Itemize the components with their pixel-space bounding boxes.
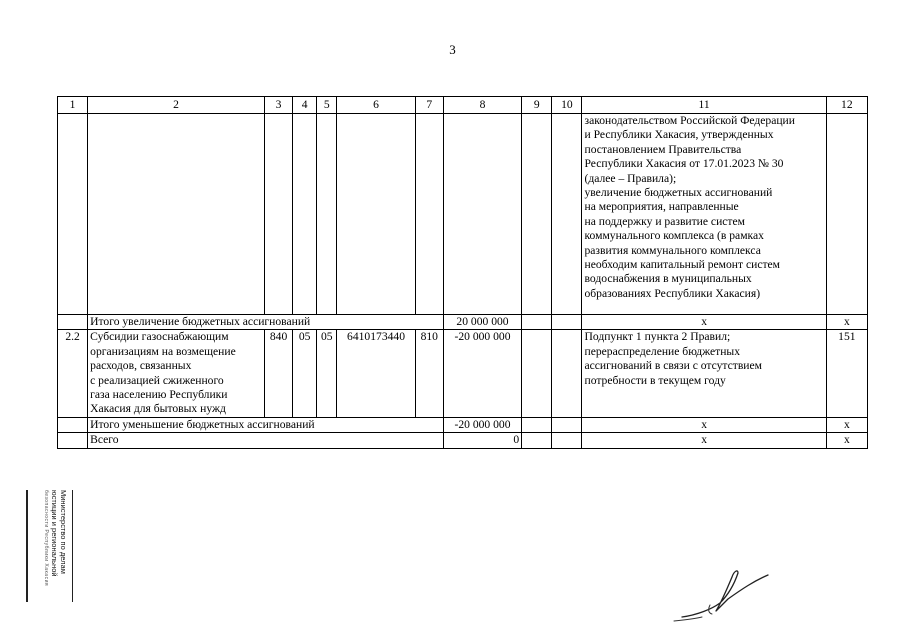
reason-code: 151 [826, 330, 867, 417]
subsection-code: 05 [317, 330, 337, 417]
table-row-continuation [58, 114, 868, 315]
section-code: 05 [293, 330, 317, 417]
expense-name-cell [88, 330, 265, 417]
header-cell: 6 [337, 97, 415, 114]
expense-type-code: 810 [415, 330, 443, 417]
total-increase-amount: 20 000 000 [443, 315, 521, 330]
grand-total-amount: 0 [443, 433, 521, 448]
header-cell: 12 [826, 97, 867, 114]
ministry-code: 840 [265, 330, 293, 417]
text-line: законодательством Российской Федерации [584, 114, 795, 127]
total-increase-col11: х [582, 315, 826, 330]
table-row-grand-total [58, 433, 868, 448]
header-cell: 10 [552, 97, 582, 114]
header-cell: 11 [582, 97, 826, 114]
justification-cell [582, 330, 826, 417]
text-line: расходов, связанных [90, 359, 192, 373]
total-decrease-amount: -20 000 000 [443, 417, 521, 432]
text-line: на мероприятия, направленные [584, 200, 739, 214]
text-line: организациям на возмещение [90, 344, 236, 358]
text-line: ассигнований в связи с отсутствием [584, 359, 762, 373]
budget-table [57, 96, 868, 449]
text-line: и Республики Хакасия, утвержденных [584, 128, 774, 142]
header-cell: 9 [522, 97, 552, 114]
text-line: (далее – Правила); [584, 171, 677, 185]
header-cell: 7 [415, 97, 443, 114]
total-increase-col12: х [826, 315, 867, 330]
text-line: Республики Хакасия от 17.01.2023 № 30 [584, 157, 784, 171]
total-decrease-col12: х [826, 417, 867, 432]
header-cell: 1 [58, 97, 88, 114]
text-line: коммунального комплекса (в рамках [584, 229, 764, 243]
text-line: Хакасия для бытовых нужд [90, 402, 226, 416]
text-line: Подпункт 1 пункта 2 Правил; [584, 330, 731, 344]
ministry-stamp [26, 490, 73, 602]
text-line: на поддержку и развитие систем [584, 214, 745, 228]
stamp-line: Министерство по делам [59, 490, 68, 574]
signature-mark [672, 565, 772, 625]
page-number: 3 [449, 42, 456, 57]
row-amount: -20 000 000 [443, 330, 521, 417]
table-row-2-2 [58, 330, 868, 417]
justification-cell [582, 114, 826, 315]
target-article-code: 6410173440 [337, 330, 415, 417]
header-cell: 2 [88, 97, 265, 114]
text-line: необходим капитальный ремонт систем [584, 258, 781, 272]
header-cell: 4 [293, 97, 317, 114]
grand-total-col11: х [582, 433, 826, 448]
row-number: 2.2 [58, 330, 88, 417]
text-line: водоснабжения в муниципальных [584, 272, 752, 286]
text-line: Субсидии газоснабжающим [90, 330, 229, 344]
text-line: образованиях Республики Хакасия) [584, 286, 761, 300]
header-cell: 3 [265, 97, 293, 114]
table-row-total-increase [58, 315, 868, 330]
text-line: постановлением Правительства [584, 142, 742, 156]
text-line: увеличение бюджетных ассигнований [584, 186, 773, 200]
text-line: газа населению Республики [90, 388, 228, 402]
stamp-line: безопасности Республики Хакасия [43, 490, 49, 587]
text-line: развития коммунального комплекса [584, 243, 761, 257]
total-decrease-label: Итого уменьшение бюджетных ассигнований [88, 417, 444, 432]
total-decrease-col11: х [582, 417, 826, 432]
text-line: перераспределение бюджетных [584, 344, 741, 358]
total-increase-label: Итого увеличение бюджетных ассигнований [88, 315, 444, 330]
table-header-row [58, 97, 868, 114]
table-row-total-decrease [58, 417, 868, 432]
grand-total-label: Всего [88, 433, 444, 448]
text-line: с реализацией сжиженного [90, 373, 224, 387]
header-cell: 5 [317, 97, 337, 114]
header-cell: 8 [443, 97, 521, 114]
stamp-line: юстиции и региональной [50, 490, 59, 577]
text-line: потребности в текущем году [584, 373, 726, 387]
grand-total-col12: х [826, 433, 867, 448]
